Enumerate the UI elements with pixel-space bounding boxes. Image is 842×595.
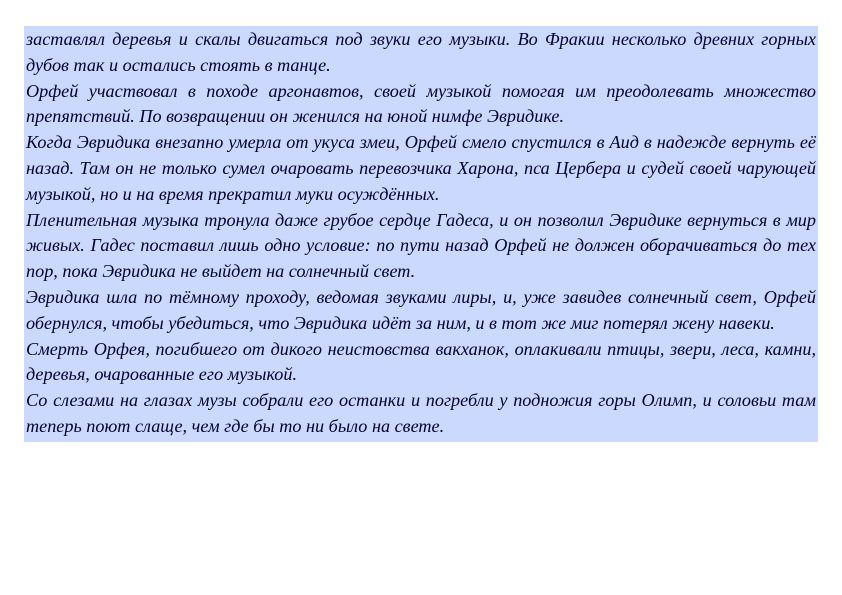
paragraph-dancing-oaks: заставлял деревья и скалы двигаться под звуки его музыки. Во Фракии несколько древних горных дубов так и остались стоять в танце. [26, 29, 816, 75]
paragraph-death-of-orpheus: Смерть Орфея, погибшего от дикого неистовства вакханок, оплакивали птицы, звери, леса, камни, деревья, очарованные его музыкой. [26, 338, 816, 385]
paragraph-eurydice-lost: Эвридика шла по тёмному проходу, ведомая звуками лиры, и, уже завидев солнечный свет, Орфей обернулся, чтобы убедиться, что Эвридика идёт за ним, и в тот же миг потерял жену навеки. [26, 286, 816, 333]
paragraph-hades-condition: Пленительная музыка тронула даже грубое сердце Гадеса, и он позволил Эвридике вернуться в мир живых. Гадес поставил лишь одно условие: по пути назад Орфей не должен оборачиваться до тех пор, пока Эвридика не выйдет на солнечный свет. [26, 209, 816, 282]
paragraph-descent-to-hades: Когда Эвридика внезапно умерла от укуса змеи, Орфей смело спустился в Аид в надежде вернуть её назад. Там он не только сумел очаровать перевозчика Харона, пса Цербера и судей своей чарующей музыкой, но и на время прекратил муки осуждённых. [26, 132, 816, 204]
paragraph-burial-olympus: Со слезами на глазах музы собрали его останки и погребли у подножия горы Олимп, и соловьи там теперь поют слаще, чем где бы то ни было на свете. [26, 390, 816, 436]
paragraph-argonauts: Орфей участвовал в походе аргонавтов, своей музыкой помогая им преодолевать множество препятствий. По возвращении он женился на юной нимфе Эвридике. [26, 80, 816, 127]
highlighted-text-block [24, 26, 818, 442]
